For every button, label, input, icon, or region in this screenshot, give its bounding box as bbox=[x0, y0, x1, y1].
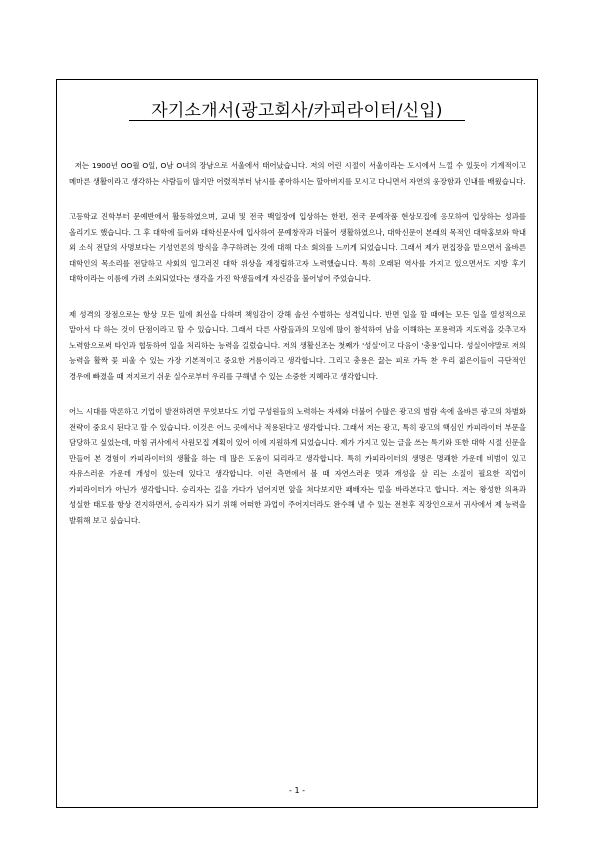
paragraph-education: 고등학교 진학부터 문예반에서 활동하였으며, 교내 및 전국 백일장에 입상하는 한편, 전국 문예작품 현상모집에 응모하여 입상하는 성과를 올리기도 했습니다. 그 후 대학에 들어와 대학신문사에 입사하여 문예창작과 더불어 생활하였으나, 대학신문이 본래의 목적인 대학홍보와 학내 외 소식 전달의 사명보다는 기성언론의 방식을 추구하려는 것에 대해 다소 회의를 느끼게 되었습니다. 그래서 제가 편집장을 맡으면서 올바른 대학인의 목소리를 전달하고 사회의 일그러진 대학 위상을 재정립하고자 노력했습니다. 특히 오래된 역사를 가지고 있으면서도 지방 후기 대학이라는 이름에 가려 소외되었다는 생각을 가진 학생들에게 자신감을 불어넣어 주었습니다. bbox=[69, 212, 529, 283]
page-number: - 1 - bbox=[289, 786, 305, 795]
document-title: 자기소개서(광고회사/카피라이터/신입) bbox=[151, 101, 443, 121]
paragraph-introduction: 저는 1900년 OO월 O일, O남 O녀의 장남으로 서울에서 태어났습니다. 저의 어린 시절이 서울이라는 도시에서 느낄 수 있듯이 기계적이고 메마른 생활이라고 생각하는 사람들이 많지만 어렸적부터 낚시를 좋아하시는 할아버지를 모시고 다니면서 자연의 웅장함과 인내를 배웠습니다. bbox=[69, 161, 529, 186]
title-underline bbox=[129, 120, 465, 121]
document-body bbox=[69, 158, 529, 548]
paragraph-personality: 제 성격의 장점으로는 항상 모든 일에 최선을 다하며 책임감이 강해 솔선 수범하는 성격입니다. 반면 일을 할 때에는 모든 일을 열성적으로 맡아서 다 하는 것이 단점이라고 할 수 있습니다. 그래서 다른 사람들과의 모임에 많이 참석하여 남을 이해하는 포용력과 지도력을 갖추고자 노력함으로써 타인과 협동하여 일을 처리하는 능력을 길렀습니다. 저의 생활신조는 첫째가 '성실'이고 다음이 '충용'입니다. 성실이야말로 저의 능력을 활짝 꽃 피울 수 있는 가장 기본적이고 중요한 거름이라고 생각합니다. 그리고 충용은 끓는 피로 가득 찬 우리 젊은이들이 극단적인 경우에 빠졌을 때 저지르기 쉬운 실수로부터 우리를 구해낼 수 있는 소중한 지혜라고 생각합니다. bbox=[69, 309, 529, 381]
paragraph-motivation: 어느 시대를 막론하고 기업이 발전하려면 무엇보다도 기업 구성원들의 노력하는 자세와 더불어 수많은 광고의 범람 속에 올바른 광고의 차별화 전략이 중요시 된다고 할 수 있습니다. 이것은 어느 곳에서나 적용된다고 생각합니다. 그래서 저는 광고, 특히 광고의 핵심인 카피라이터 부문을 담당하고 싶었는데, 마침 귀사에서 사원모집 계획이 있어 이에 지원하게 되었습니다. 제가 가지고 있는 글을 쓰는 특기와 또한 대학 시절 신문을 만들어 본 경험이 카피라이터의 생활을 하는 데 많은 도움이 되리라고 생각합니다. 특히 카피라이터의 생명은 명쾌한 가운데 비범이 있고 자유스러운 가운데 개성이 있는데 있다고 생각합니다. 이런 측면에서 볼 때 자연스러운 멋과 개성을 살 리는 소질이 필요한 직업이 카피라이터가 아닌가 생각합니다. 승리자는 길을 가다가 넘어지면 앞을 쳐다보지만 패배자는 밑을 바라본다고 합니다. 저는 왕성한 의욕과 성실한 태도를 항상 견지하면서, 승리자가 되기 위해 어떠한 과업이 주어지더라도 완수해 낼 수 있는 전천후 직장인으로서 귀사에서 제 능력을 발휘해 보고 싶습니다. bbox=[69, 407, 529, 525]
